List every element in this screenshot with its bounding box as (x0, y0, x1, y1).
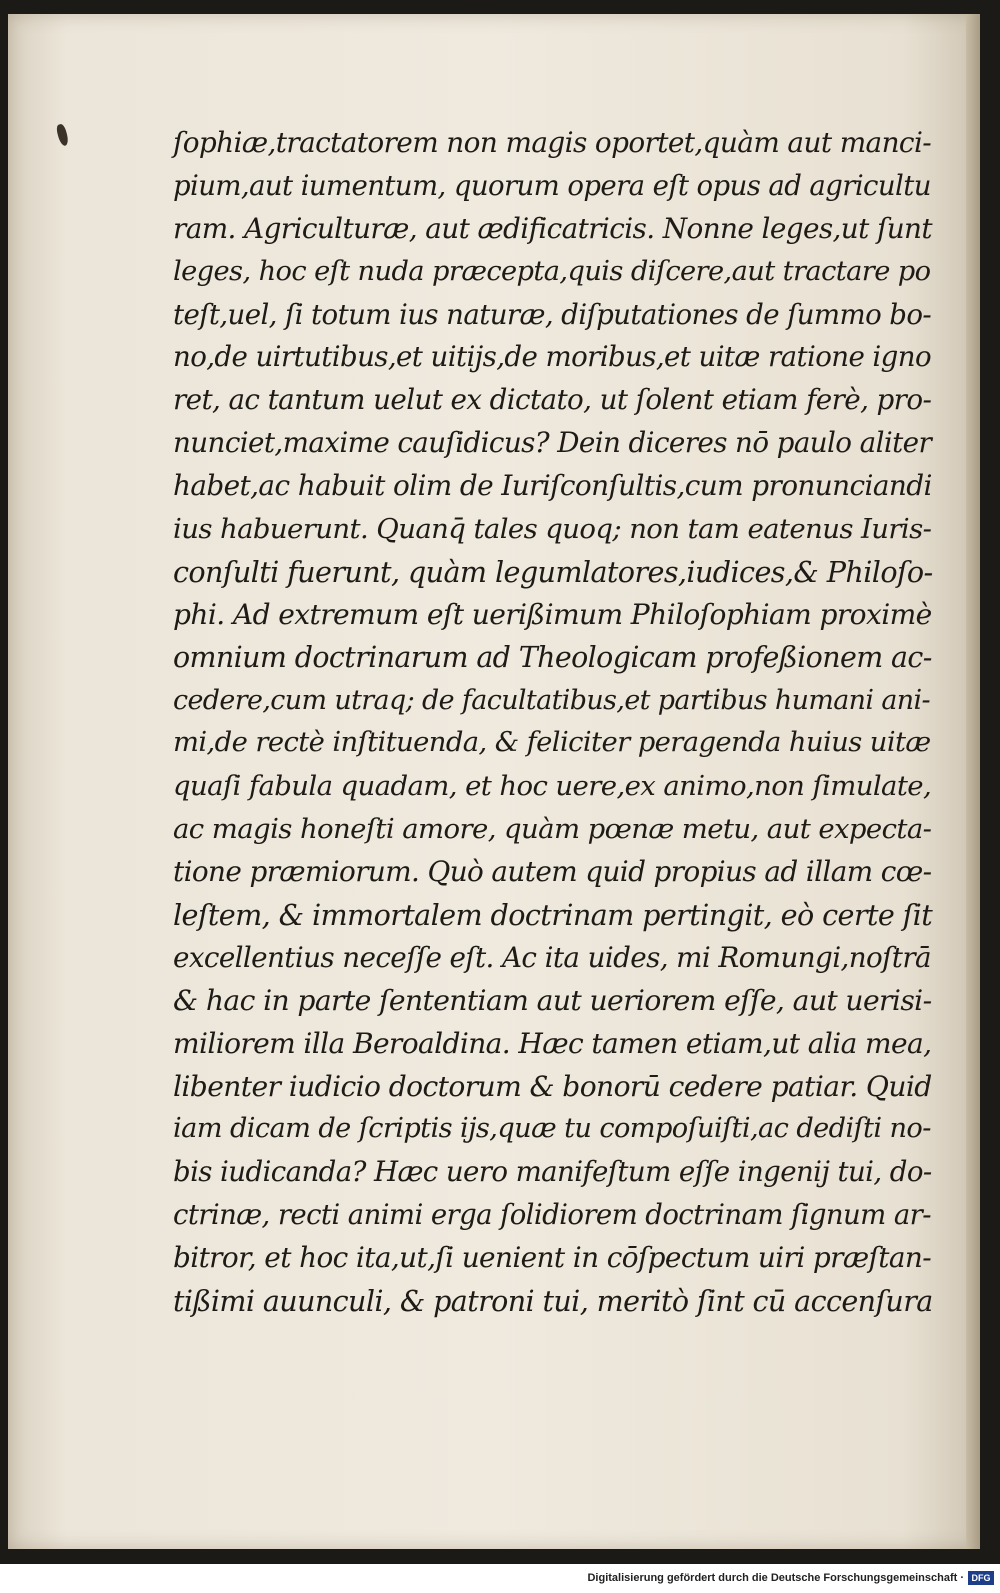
text-line: & hac in parte ſententiam aut ueriorem eſſe, aut uerisi- (173, 983, 932, 1017)
text-line: no,de uirtutibus,et uitijs,de moribus,et uitæ ratione igno (173, 340, 932, 374)
text-line: habet,ac habuit olim de Iuriſconſultis,cum pronunciandi (173, 469, 932, 503)
text-line: miliorem illa Beroaldina. Hæc tamen etiam,ut alia mea, (173, 1026, 932, 1060)
page-text (173, 122, 933, 1323)
digitization-credit: Digitalisierung gefördert durch die Deutsche Forschungsgemeinschaft · (587, 1572, 964, 1584)
text-line: phi. Ad extremum eſt uerißimum Philoſophiam proximè (173, 597, 932, 631)
text-line: iam dicam de ſcriptis ijs,quæ tu compoſuiſti,ac dediſti no- (173, 1113, 931, 1145)
text-line: leges, hoc eſt nuda præcepta,quis diſcere,aut tractare po (173, 255, 931, 287)
text-line: omnium doctrinarum ad Theologicam profeßionem ac- (173, 640, 932, 674)
text-line: tione præmiorum. Quò autem quid propius ad illam cœ- (173, 855, 932, 889)
text-line: conſulti fuerunt, quàm legumlatores,iudices,& Philoſo- (173, 554, 933, 589)
text-line: tißimi auunculi, & patroni tui, meritò ſint cū accenſura (173, 1284, 933, 1319)
text-line: libenter iudicio doctorum & bonorū cedere patiar. Quid (173, 1069, 932, 1103)
dfg-logo: DFG (968, 1571, 994, 1585)
text-line: nunciet,maxime cauſidicus? Dein diceres nō paulo aliter (173, 426, 932, 460)
text-line: leſtem, & immortalem doctrinam pertingit, eò certe ſit (173, 898, 933, 933)
text-line: ret, ac tantum uelut ex dictato, ut ſolent etiam ferè, pro- (173, 383, 932, 417)
text-line: excellentius neceſſe eſt. Ac ita uides, mi Romungi,noſtrā (173, 940, 931, 974)
text-line: bis iudicanda? Hæc uero manifeſtum eſſe ingenij tui, do- (173, 1155, 932, 1189)
text-line: ſophiæ,tractatorem non magis oportet,quàm aut manci- (173, 126, 932, 159)
text-line: bitror, et hoc ita,ut,ſi uenient in cōſpectum uiri præſtan- (173, 1241, 932, 1275)
page-edge (966, 14, 980, 1549)
text-line: pium,aut iumentum, quorum opera eſt opus ad agricultu (173, 169, 931, 202)
text-line: cedere,cum utraq; de facultatibus,et partibus humani ani- (173, 684, 931, 716)
text-line: teſt,uel, ſi totum ius naturæ, diſputationes de ſummo bo- (173, 297, 932, 331)
text-line: ctrinæ, recti animi erga ſolidiorem doctrinam ſignum ar- (173, 1199, 931, 1232)
text-line: ram. Agriculturæ, aut ædificatricis. Nonne leges,ut ſunt (173, 211, 932, 245)
footer-bar (0, 1564, 1000, 1593)
text-line: quaſi fabula quadam, et hoc uere,ex animo,non ſimulate, (173, 770, 932, 803)
text-line: ius habuerunt. Quanq̄ tales quoq; non tam eatenus Iuris- (173, 513, 932, 546)
text-line: ac magis honeſti amore, quàm pœnæ metu, aut expecta- (173, 813, 932, 846)
text-line: mi,de rectè inſtituenda, & feliciter peragenda huius uitæ (173, 727, 931, 759)
